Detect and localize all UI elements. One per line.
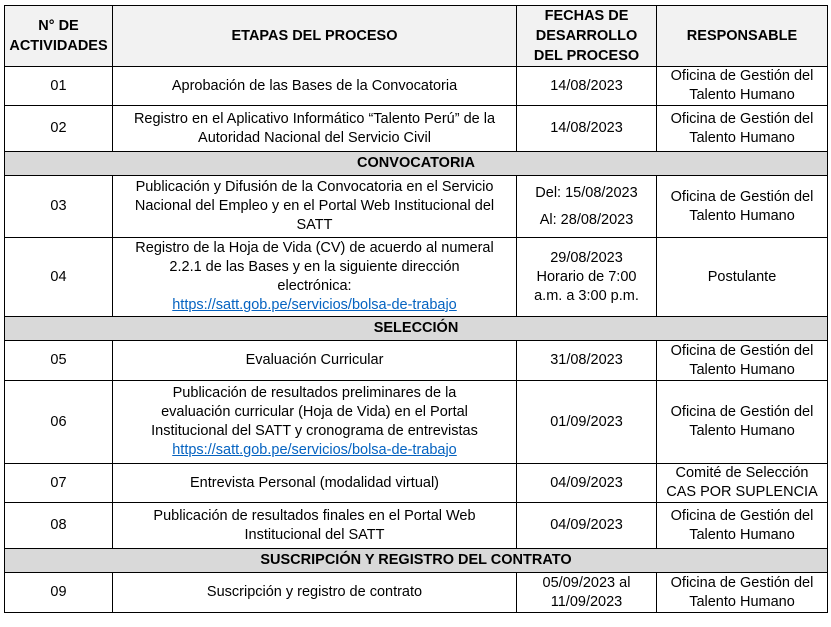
date-text: 11/09/2023	[550, 593, 623, 610]
date-text: Del: 15/08/2023	[535, 184, 638, 201]
responsible-text: Talento Humano	[689, 361, 795, 378]
responsible-text: Talento Humano	[689, 207, 795, 224]
activity-number: 07	[5, 464, 113, 503]
schedule-body	[5, 67, 828, 613]
stage-cell	[113, 238, 517, 317]
section-title: SELECCIÓN	[5, 317, 828, 341]
stage-text: electrónica:	[277, 278, 352, 294]
header-dates-line: DESARROLLO	[535, 28, 638, 44]
responsible-cell	[657, 381, 828, 464]
section-row	[5, 549, 828, 573]
date-text: 14/08/2023	[550, 120, 623, 136]
responsible-text: Oficina de Gestión del	[670, 68, 814, 84]
activity-number: 03	[5, 176, 113, 238]
activity-number: 08	[5, 503, 113, 549]
date-cell	[517, 464, 657, 503]
stage-text: Publicación de resultados finales en el Portal Web	[153, 507, 476, 524]
date-text: 04/09/2023	[550, 517, 623, 533]
date-cell	[517, 503, 657, 549]
date-text: 04/09/2023	[550, 474, 623, 491]
activity-number: 04	[5, 238, 113, 317]
stage-text: Evaluación Curricular	[245, 352, 384, 368]
responsible-text: Talento Humano	[689, 87, 795, 103]
responsible-cell	[657, 238, 828, 317]
responsible-text: CAS POR SUPLENCIA	[666, 484, 818, 500]
responsible-text: Talento Humano	[689, 423, 795, 439]
header-dates-line: FECHAS DE	[544, 8, 629, 24]
header-responsible: RESPONSABLE	[657, 6, 828, 67]
responsible-text: Postulante	[707, 268, 777, 285]
date-text: Horario de 7:00	[536, 268, 637, 285]
header-dates-line: DEL PROCESO	[533, 48, 640, 64]
date-text: 05/09/2023 al	[542, 574, 631, 591]
header-dates	[517, 6, 657, 67]
responsible-text: Oficina de Gestión del	[670, 507, 814, 524]
section-row	[5, 152, 828, 176]
stage-text: SATT	[296, 217, 333, 233]
stage-text: 2.2.1 de las Bases y en la siguiente dirección	[169, 259, 460, 275]
stage-cell	[113, 106, 517, 152]
date-cell	[517, 176, 657, 238]
stage-cell	[113, 67, 517, 106]
stage-text: Suscripción y registro de contrato	[206, 584, 423, 600]
stage-cell	[113, 381, 517, 464]
section-title: SUSCRIPCIÓN Y REGISTRO DEL CONTRATO	[5, 549, 828, 573]
stage-text: Institucional del SATT	[244, 526, 385, 543]
activity-number: 05	[5, 341, 113, 381]
schedule-table	[4, 5, 828, 613]
date-cell	[517, 238, 657, 317]
stage-text: evaluación curricular (Hoja de Vida) en el Portal	[161, 404, 468, 420]
stage-text: Registro en el Aplicativo Informático “Talento Perú” de la	[133, 110, 496, 127]
responsible-cell	[657, 67, 828, 106]
responsible-cell	[657, 503, 828, 549]
date-cell	[517, 341, 657, 381]
responsible-cell	[657, 176, 828, 238]
stage-text: Aprobación de las Bases de la Convocatoria	[171, 77, 458, 94]
header-num-line: ACTIVIDADES	[9, 38, 108, 54]
header-stage: ETAPAS DEL PROCESO	[113, 6, 517, 67]
responsible-cell	[657, 464, 828, 503]
activity-number: 06	[5, 381, 113, 464]
activity-number: 01	[5, 67, 113, 106]
header-num	[5, 6, 113, 67]
date-text: 14/08/2023	[550, 77, 623, 94]
table-row	[5, 464, 828, 503]
stage-text: Entrevista Personal (modalidad virtual)	[189, 474, 440, 491]
responsible-text: Oficina de Gestión del	[670, 110, 814, 127]
stage-text: Autoridad Nacional del Servicio Civil	[198, 129, 431, 146]
responsible-text: Oficina de Gestión del	[670, 404, 814, 420]
stage-cell	[113, 341, 517, 381]
table-row	[5, 67, 828, 106]
responsible-text: Oficina de Gestión del	[670, 342, 814, 359]
section-row	[5, 317, 828, 341]
date-text: Al: 28/08/2023	[539, 211, 634, 228]
table-row	[5, 238, 828, 317]
responsible-text: Talento Humano	[689, 526, 795, 543]
date-text: 29/08/2023	[550, 249, 623, 266]
table-row	[5, 573, 828, 613]
stage-cell	[113, 503, 517, 549]
date-cell	[517, 67, 657, 106]
stage-text: Publicación y Difusión de la Convocatoria en el Servicio	[135, 179, 494, 195]
responsible-text: Oficina de Gestión del	[670, 574, 814, 591]
stage-cell	[113, 573, 517, 613]
responsible-text: Talento Humano	[689, 593, 795, 610]
responsible-text: Talento Humano	[689, 129, 795, 146]
table-row	[5, 341, 828, 381]
responsible-cell	[657, 573, 828, 613]
section-title: CONVOCATORIA	[5, 152, 828, 176]
date-cell	[517, 106, 657, 152]
table-row	[5, 176, 828, 238]
responsible-text: Comité de Selección	[675, 465, 809, 481]
date-text: a.m. a 3:00 p.m.	[534, 287, 639, 304]
stage-cell	[113, 176, 517, 238]
job-board-link[interactable]: https://satt.gob.pe/servicios/bolsa-de-trabajo	[172, 442, 457, 458]
stage-text: Institucional del SATT y cronograma de entrevistas	[151, 423, 478, 439]
stage-text: Nacional del Empleo y en el Portal Web Institucional del	[134, 198, 495, 214]
date-text: 31/08/2023	[550, 352, 623, 368]
responsible-cell	[657, 106, 828, 152]
date-cell	[517, 573, 657, 613]
activity-number: 09	[5, 573, 113, 613]
header-row	[5, 6, 828, 67]
date-cell	[517, 381, 657, 464]
stage-cell	[113, 464, 517, 503]
stage-text: Registro de la Hoja de Vida (CV) de acuerdo al numeral	[135, 240, 494, 256]
header-num-line: N° DE	[38, 18, 79, 34]
stage-text: Publicación de resultados preliminares de la	[172, 385, 457, 401]
table-row	[5, 106, 828, 152]
table-row	[5, 381, 828, 464]
date-text: 01/09/2023	[550, 413, 623, 430]
responsible-cell	[657, 341, 828, 381]
responsible-text: Oficina de Gestión del	[670, 188, 814, 205]
table-row	[5, 503, 828, 549]
job-board-link[interactable]: https://satt.gob.pe/servicios/bolsa-de-trabajo	[172, 297, 457, 313]
activity-number: 02	[5, 106, 113, 152]
